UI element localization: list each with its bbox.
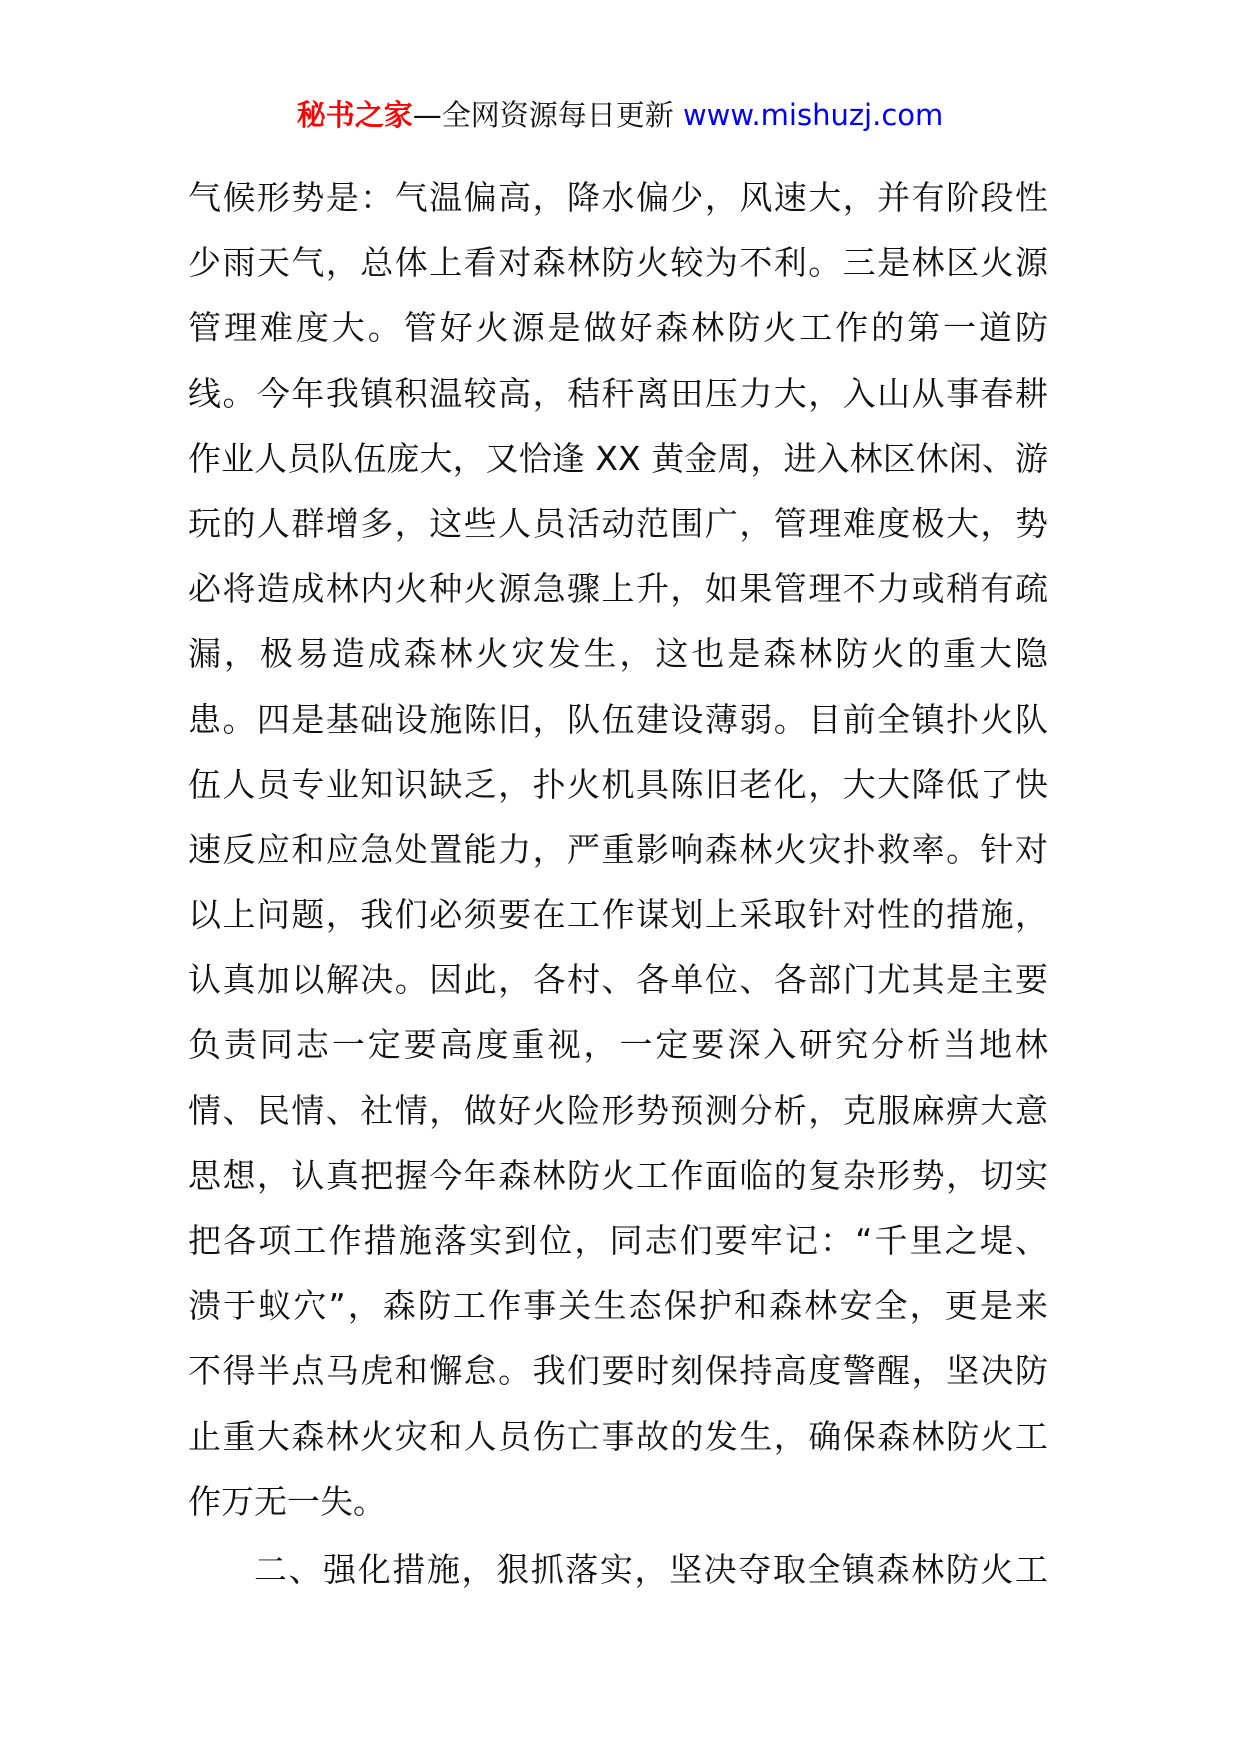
text-line: 情、民情、社情，做好火险形势预测分析，克服麻痹大意 xyxy=(188,1090,1048,1130)
text-line: 以上问题，我们必须要在工作谋划上采取针对性的措施， xyxy=(188,895,1048,935)
text-line: 思想，认真把握今年森林防火工作面临的复杂形势，切实 xyxy=(188,1155,1048,1195)
text-line: 作万无一失。 xyxy=(188,1481,386,1521)
text-line: 作业人员队伍庞大，又恰逢 XX 黄金周，进入林区休闲、游 xyxy=(188,438,1048,478)
text-line: 负责同志一定要高度重视，一定要深入研究分析当地林 xyxy=(188,1025,1048,1065)
text-line: 气候形势是：气温偏高，降水偏少，风速大，并有阶段性 xyxy=(188,178,1048,217)
text-line: 线。今年我镇积温较高，秸秆离田压力大，入山从事春耕 xyxy=(188,373,1048,413)
section-heading: 二、强化措施，狠抓落实，坚决夺取全镇森林防火工 xyxy=(254,1550,1048,1589)
text-line: 不得半点马虎和懈怠。我们要时刻保持高度警醒，坚决防 xyxy=(188,1351,1048,1391)
text-line: 止重大森林火灾和人员伤亡事故的发生，确保森林防火工 xyxy=(188,1416,1048,1456)
text-line: 少雨天气，总体上看对森林防火较为不利。三是林区火源 xyxy=(188,243,1048,283)
document-body xyxy=(188,165,1048,1534)
text-line: 认真加以解决。因此，各村、各单位、各部门尤其是主要 xyxy=(188,960,1048,1000)
text-line: 溃于蚁穴”，森防工作事关生态保护和森林安全，更是来 xyxy=(188,1286,1048,1326)
text-line: 伍人员专业知识缺乏，扑火机具陈旧老化，大大降低了快 xyxy=(188,764,1048,804)
text-line: 患。四是基础设施陈旧，队伍建设薄弱。目前全镇扑火队 xyxy=(188,699,1048,739)
page-header xyxy=(0,95,1240,135)
header-tagline: —全网资源每日更新 xyxy=(412,98,683,132)
text-line: 玩的人群增多，这些人员活动范围广，管理难度极大，势 xyxy=(188,503,1048,543)
brand-name: 秘书之家 xyxy=(296,98,413,132)
text-line: 把各项工作措施落实到位，同志们要牢记：“千里之堤、 xyxy=(188,1221,1048,1260)
text-line: 必将造成林内火种火源急骤上升，如果管理不力或稍有疏 xyxy=(188,569,1048,609)
text-line: 速反应和应急处置能力，严重影响森林火灾扑救率。针对 xyxy=(188,829,1048,869)
text-line: 管理难度大。管好火源是做好森林防火工作的第一道防 xyxy=(188,308,1048,348)
text-line: 漏，极易造成森林火灾发生，这也是森林防火的重大隐 xyxy=(188,634,1048,674)
website-link[interactable]: www.mishuzj.com xyxy=(682,98,944,132)
